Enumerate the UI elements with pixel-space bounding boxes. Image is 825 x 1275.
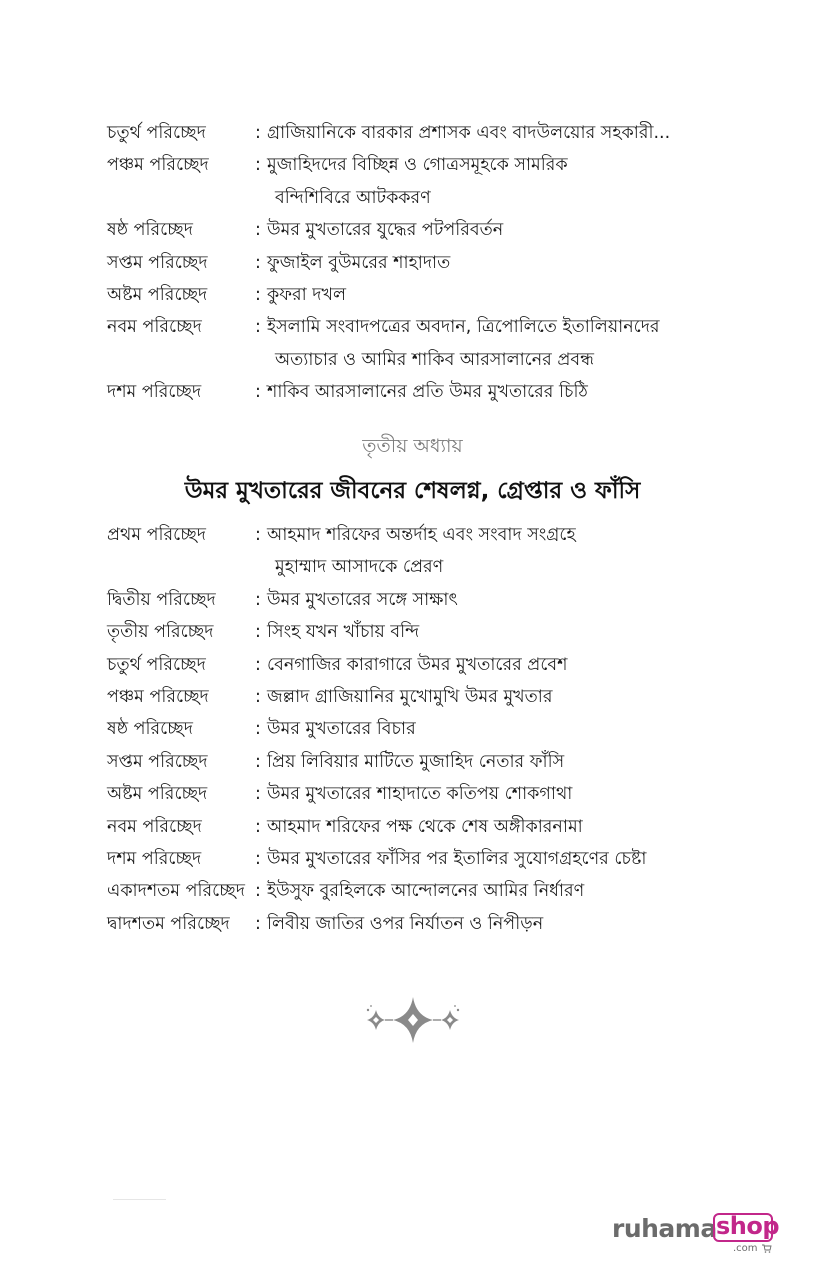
toc-row <box>107 811 727 843</box>
toc-row-title <box>267 713 727 745</box>
toc-row-title <box>267 376 727 408</box>
toc-row-separator: : <box>255 687 261 708</box>
toc-row-separator: : <box>255 751 261 772</box>
logo-domain: .com <box>733 1243 758 1254</box>
toc-row <box>107 149 727 214</box>
toc-row <box>107 247 727 279</box>
toc-row-label: নবম পরিচ্ছেদ <box>107 317 202 338</box>
chapter-title: উমর মুখতারের জীবনের শেষলগ্ন, গ্রেপ্তার ও ফাঁসি <box>184 478 641 504</box>
toc-row-title-line: জল্লাদ গ্রাজিয়ানির মুখোমুখি উমর মুখতার <box>267 687 553 708</box>
toc-row-label: পঞ্চম পরিচ্ছেদ <box>107 155 209 176</box>
toc-row-separator: : <box>255 220 261 241</box>
toc-row <box>107 713 727 745</box>
toc-row <box>107 376 727 408</box>
toc-row-title <box>267 649 727 681</box>
toc-row <box>107 214 727 246</box>
toc-row-separator: : <box>255 881 261 902</box>
toc-row-title-line: মুহাম্মাদ আসাদকে প্রেরণ <box>275 557 444 578</box>
toc-row-title <box>267 681 727 713</box>
toc-row <box>107 778 727 810</box>
toc-row <box>107 843 727 875</box>
toc-section-continued <box>107 117 727 409</box>
toc-row-separator: : <box>255 849 261 870</box>
toc-row-label: দশম পরিচ্ছেদ <box>107 849 202 870</box>
toc-row <box>107 519 727 584</box>
toc-row-title-line: শাকিব আরসালানের প্রতি উমর মুখতারের চিঠি <box>267 382 588 403</box>
toc-row-separator: : <box>255 589 261 610</box>
toc-row-label: সপ্তম পরিচ্ছেদ <box>107 751 208 772</box>
toc-row-title-line: অত্যাচার ও আমির শাকিব আরসালানের প্রবন্ধ <box>275 349 595 370</box>
toc-row <box>107 649 727 681</box>
toc-row-label: সপ্তম পরিচ্ছেদ <box>107 252 208 273</box>
toc-row-label: প্রথম পরিচ্ছেদ <box>107 525 206 545</box>
toc-row-label: একাদশতম পরিচ্ছেদ <box>107 881 245 902</box>
toc-row-title-line: বেনগাজির কারাগারে উমর মুখতারের প্রবেশ <box>267 654 568 675</box>
toc-row-title-line: গ্রাজিয়ানিকে বারকার প্রশাসক এবং বাদউলয়োর সহকারী... <box>267 123 671 143</box>
footer-rule <box>113 1199 166 1200</box>
toc-row-label: অষ্টম পরিচ্ছেদ <box>107 784 208 805</box>
toc-row-title-line: উমর মুখতারের সঙ্গে সাক্ষাৎ <box>267 589 458 610</box>
toc-row <box>107 746 727 778</box>
toc-row-label: অষ্টম পরিচ্ছেদ <box>107 285 208 306</box>
toc-row-title-line: উমর মুখতারের শাহাদাতে কতিপয় শোকগাথা <box>267 784 573 805</box>
toc-row-title-line: সিংহ যখন খাঁচায় বন্দি <box>267 622 420 643</box>
toc-row-title <box>267 778 727 810</box>
toc-row-title-line: উমর মুখতারের ফাঁসির পর ইতালির সুযোগগ্রহণের চেষ্টা <box>267 849 647 870</box>
toc-row-separator: : <box>255 252 261 273</box>
toc-row <box>107 681 727 713</box>
toc-row-title <box>267 149 727 214</box>
toc-row-separator: : <box>255 317 261 338</box>
toc-row <box>107 908 727 940</box>
toc-row-separator: : <box>255 123 261 143</box>
toc-row-label: দ্বাদশতম পরিচ্ছেদ <box>107 913 230 934</box>
toc-row-separator: : <box>255 525 261 545</box>
toc-row-title <box>267 117 727 149</box>
toc-row-title <box>267 875 727 907</box>
chapter-number: তৃতীয় অধ্যায় <box>362 435 463 457</box>
toc-row-separator: : <box>255 155 261 176</box>
sparkle-divider-icon <box>363 997 463 1043</box>
toc-row-title-line: ফুজাইল বুউমরের শাহাদাত <box>267 252 451 273</box>
toc-row-label: দ্বিতীয় পরিচ্ছেদ <box>107 589 216 610</box>
toc-row-title-line: ইউসুফ বুরহিলকে আন্দোলনের আমির নির্ধারণ <box>267 881 585 902</box>
toc-row-label: পঞ্চম পরিচ্ছেদ <box>107 687 209 708</box>
toc-row-separator: : <box>255 285 261 306</box>
toc-row-title-line: উমর মুখতারের যুদ্ধের পটপরিবর্তন <box>267 220 504 241</box>
toc-row-title <box>267 311 727 376</box>
toc-row-title <box>267 908 727 940</box>
toc-row <box>107 875 727 907</box>
toc-row-label: তৃতীয় পরিচ্ছেদ <box>107 622 214 643</box>
toc-row-label: ষষ্ঠ পরিচ্ছেদ <box>107 220 193 241</box>
toc-row <box>107 616 727 648</box>
toc-row-title-line: আহমাদ শরিফের পক্ষ থেকে শেষ অঙ্গীকারনামা <box>267 816 583 837</box>
toc-row-label: ষষ্ঠ পরিচ্ছেদ <box>107 719 193 740</box>
toc-row-title <box>267 584 727 616</box>
toc-row-title <box>267 247 727 279</box>
logo-brand-highlight: shop <box>716 1212 780 1240</box>
toc-row-separator: : <box>255 719 261 740</box>
toc-row <box>107 117 727 149</box>
toc-row-title <box>267 279 727 311</box>
toc-row-separator: : <box>255 622 261 643</box>
toc-section-chapter-3 <box>107 519 727 940</box>
toc-row-title-line: কুফরা দখল <box>267 285 347 306</box>
toc-row <box>107 279 727 311</box>
toc-row-title <box>267 616 727 648</box>
toc-row-separator: : <box>255 654 261 675</box>
toc-row-title <box>267 746 727 778</box>
toc-row-title-line: আহমাদ শরিফের অন্তর্দাহ এবং সংবাদ সংগ্রহে <box>267 525 576 545</box>
toc-row-title <box>267 214 727 246</box>
toc-row-separator: : <box>255 913 261 934</box>
toc-row-title-line: ইসলামি সংবাদপত্রের অবদান, ত্রিপোলিতে ইতালিয়ানদের <box>267 317 660 338</box>
toc-row-title-line: বন্দিশিবিরে আটককরণ <box>275 187 431 208</box>
toc-row-label: নবম পরিচ্ছেদ <box>107 816 202 837</box>
toc-row-label: চতুর্থ পরিচ্ছেদ <box>107 654 206 675</box>
toc-row-title <box>267 811 727 843</box>
cart-icon <box>762 1244 772 1253</box>
ruhamashop-logo <box>612 1210 782 1256</box>
toc-row-label: দশম পরিচ্ছেদ <box>107 382 202 403</box>
toc-row-label: চতুর্থ পরিচ্ছেদ <box>107 123 206 143</box>
toc-row <box>107 311 727 376</box>
toc-row-separator: : <box>255 816 261 837</box>
toc-row-title <box>267 519 727 584</box>
toc-row-separator: : <box>255 382 261 403</box>
toc-row-title-line: প্রিয় লিবিয়ার মাটিতে মুজাহিদ নেতার ফাঁসি <box>267 751 565 772</box>
toc-row-separator: : <box>255 784 261 805</box>
toc-row <box>107 584 727 616</box>
logo-brand: ruhama <box>612 1214 717 1243</box>
toc-row-title-line: মুজাহিদদের বিচ্ছিন্ন ও গোত্রসমূহকে সামরিক <box>267 155 568 176</box>
toc-row-title <box>267 843 727 875</box>
toc-row-title-line: লিবীয় জাতির ওপর নির্যাতন ও নিপীড়ন <box>267 913 544 934</box>
toc-row-title-line: উমর মুখতারের বিচার <box>267 719 416 740</box>
